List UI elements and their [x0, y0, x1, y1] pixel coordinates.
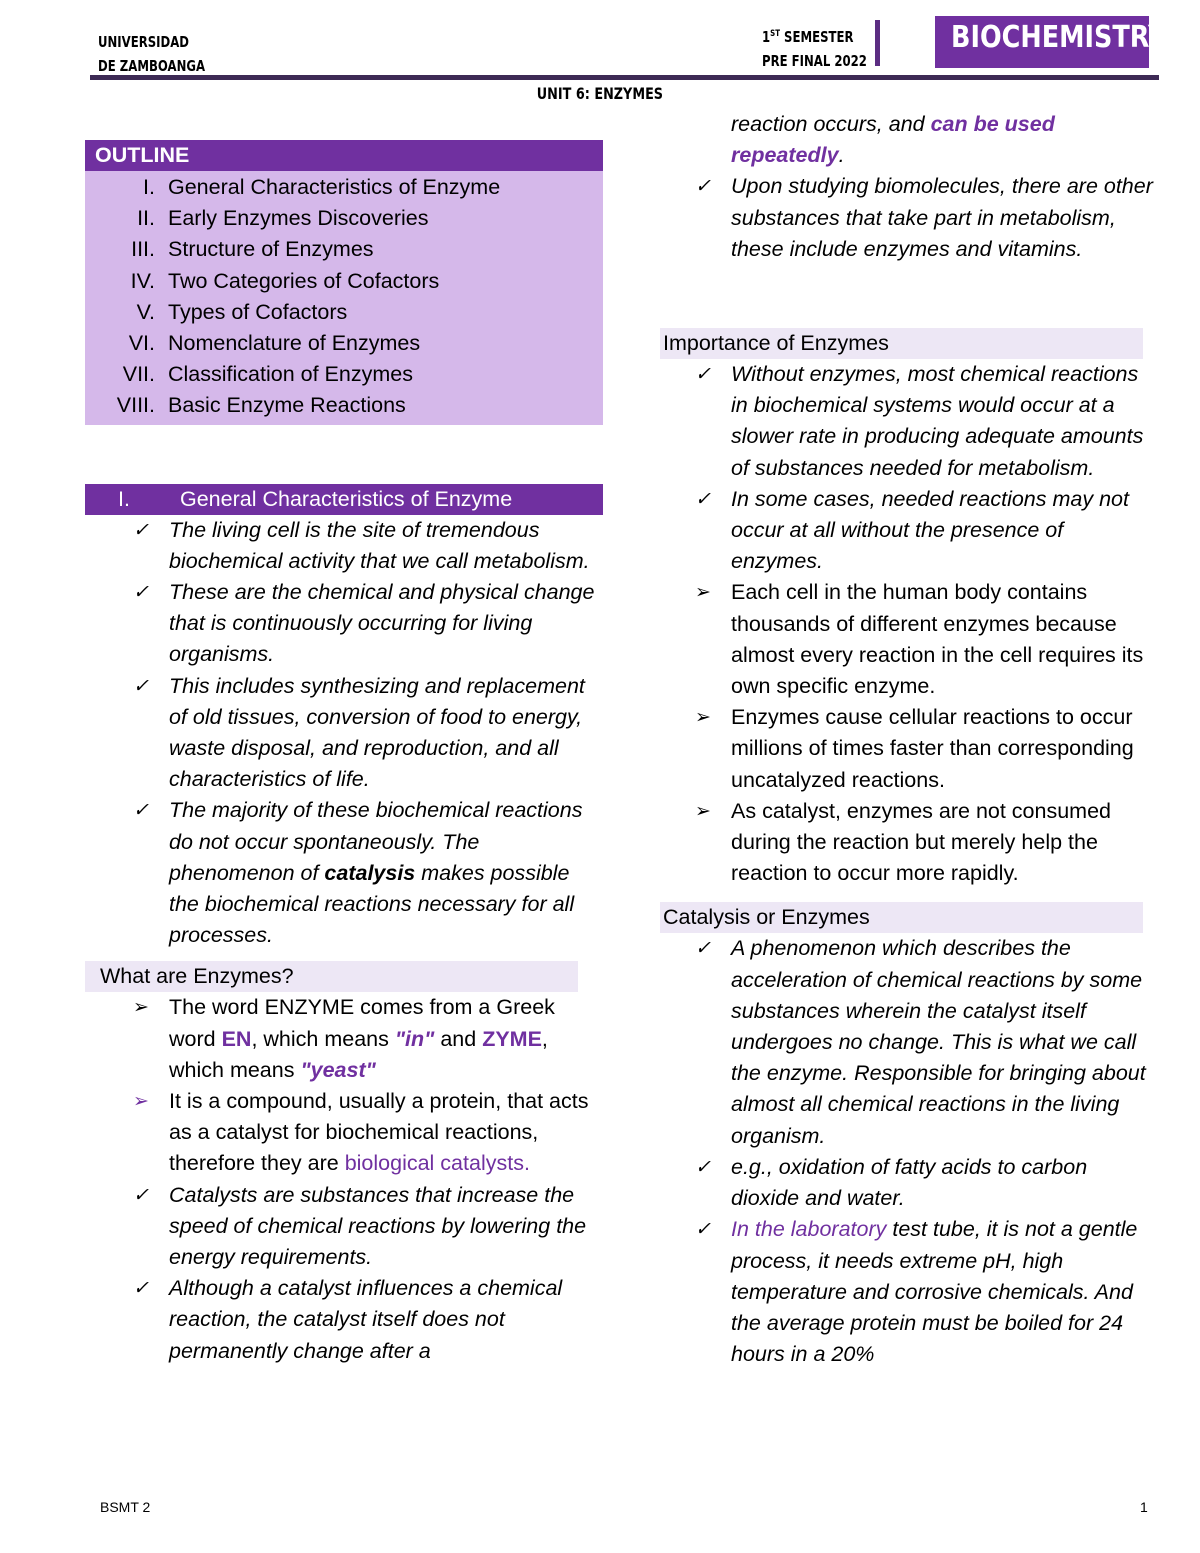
- list-item: ✓ Upon studying biomolecules, there are other substances that take part in metabolism, these include enzymes and vitamins.: [660, 171, 1160, 265]
- arrowhead-bullet-icon: ➢: [695, 582, 711, 604]
- list-item: ✓ Without enzymes, most chemical reactions in biochemical systems would occur at a slower rate in producing adequate amounts of substances needed for metabolism.: [660, 359, 1160, 484]
- outline-item: VIII. Basic Enzyme Reactions: [116, 393, 406, 418]
- list-item: ➢ The word ENZYME comes from a Greek word EN, which means "in" and ZYME, which means "yeast": [85, 992, 603, 1086]
- outline-item: V. Types of Cofactors: [136, 299, 348, 324]
- outline-item: VI. Nomenclature of Enzymes: [128, 330, 421, 355]
- list-item: ✓ The living cell is the site of tremendous biochemical activity that we call metabolism.: [85, 515, 603, 577]
- list-item: ✓ This includes synthesizing and replacement of old tissues, conversion of food to energy, waste disposal, and reproduction, and all characteristics of life.: [85, 671, 603, 796]
- outline-item: II. Early Enzymes Discoveries: [137, 206, 429, 231]
- arrowhead-bullet-icon: ➢: [133, 1090, 149, 1112]
- header-divider: [875, 20, 880, 66]
- subheading-catalysis: Catalysis or Enzymes: [660, 902, 1143, 933]
- list-item: ✓ e.g., oxidation of fatty acids to carbon dioxide and water.: [660, 1152, 1160, 1214]
- outline-title: OUTLINE: [85, 140, 603, 171]
- list-item: ➢ Enzymes cause cellular reactions to occur millions of times faster than corresponding uncatalyzed reactions.: [660, 702, 1160, 796]
- outline-item: I. General Characteristics of Enzyme: [143, 175, 501, 199]
- arrowhead-bullet-icon: ➢: [133, 997, 149, 1019]
- outline-box: [85, 140, 603, 425]
- section-heading: I. General Characteristics of Enzyme: [85, 484, 603, 515]
- list-item: ➢ As catalyst, enzymes are not consumed during the reaction but merely help the reaction to occur more rapidly.: [660, 796, 1160, 890]
- checkmark-icon: ✓: [695, 488, 711, 510]
- list-item: ✓ The majority of these biochemical reactions do not occur spontaneously. The phenomenon of catalysis makes possible the biochemical reactions necessary for all processes.: [85, 795, 603, 951]
- subject-banner: BIOCHEMISTRY: [935, 16, 1149, 68]
- page-number: 1: [1140, 1499, 1148, 1515]
- list-item: ✓ Although a catalyst influences a chemical reaction, the catalyst itself does not permanently change after a: [85, 1273, 603, 1367]
- checkmark-icon: ✓: [133, 800, 149, 822]
- list-item: ✓ In some cases, needed reactions may not occur at all without the presence of enzymes.: [660, 484, 1160, 578]
- checkmark-icon: ✓: [695, 1219, 711, 1241]
- list-item: ➢ It is a compound, usually a protein, that acts as a catalyst for biochemical reactions, therefore they are biological catalysts.: [85, 1086, 603, 1180]
- list-item: ✓ In the laboratory test tube, it is not a gentle process, it needs extreme pH, high temperature and corrosive chemicals. And the average protein must be boiled for 24 hours in a 20%: [660, 1214, 1160, 1370]
- right-column: [660, 109, 1160, 1370]
- university-name: UNIVERSIDAD DE ZAMBOANGA: [98, 33, 206, 75]
- term-label: PRE FINAL 2022: [762, 52, 867, 70]
- outline-item: III. Structure of Enzymes: [131, 237, 374, 262]
- arrowhead-bullet-icon: ➢: [695, 707, 711, 729]
- list-item: ➢ Each cell in the human body contains thousands of different enzymes because almost every reaction in the cell requires its own specific enzyme.: [660, 577, 1160, 702]
- header-rule: [90, 75, 1159, 80]
- checkmark-icon: ✓: [133, 1278, 149, 1300]
- list-item: ✓ These are the chemical and physical change that is continuously occurring for living organisms.: [85, 577, 603, 671]
- unit-title: UNIT 6: ENZYMES: [536, 84, 664, 103]
- checkmark-icon: ✓: [695, 938, 711, 960]
- checkmark-icon: ✓: [695, 176, 711, 198]
- checkmark-icon: ✓: [133, 581, 149, 603]
- checkmark-icon: ✓: [133, 1184, 149, 1206]
- checkmark-icon: ✓: [695, 1156, 711, 1178]
- footer-course: BSMT 2: [100, 1499, 151, 1515]
- left-column: [85, 140, 603, 1367]
- subheading-what-are-enzymes: What are Enzymes?: [85, 961, 578, 992]
- subheading-importance: Importance of Enzymes: [660, 328, 1143, 359]
- semester-label: 1ST SEMESTER: [762, 28, 854, 46]
- checkmark-icon: ✓: [133, 675, 149, 697]
- checkmark-icon: ✓: [695, 364, 711, 386]
- list-item: ✓ Catalysts are substances that increase the speed of chemical reactions by lowering the energy requirements.: [85, 1180, 603, 1274]
- outline-item: IV. Two Categories of Cofactors: [130, 268, 440, 293]
- outline-list: [85, 171, 603, 425]
- list-item: ✓ A phenomenon which describes the acceleration of chemical reactions by some substances wherein the catalyst itself undergoes no change. This is what we call the enzyme. Responsible for bringing about almost all chemical reactions in the living organism.: [660, 933, 1160, 1151]
- outline-item: VII. Classification of Enzymes: [122, 362, 413, 387]
- list-item-continued: reaction occurs, and can be used repeatedly.: [731, 112, 1055, 168]
- arrowhead-bullet-icon: ➢: [695, 800, 711, 822]
- checkmark-icon: ✓: [133, 519, 149, 541]
- semester-info: [762, 22, 867, 73]
